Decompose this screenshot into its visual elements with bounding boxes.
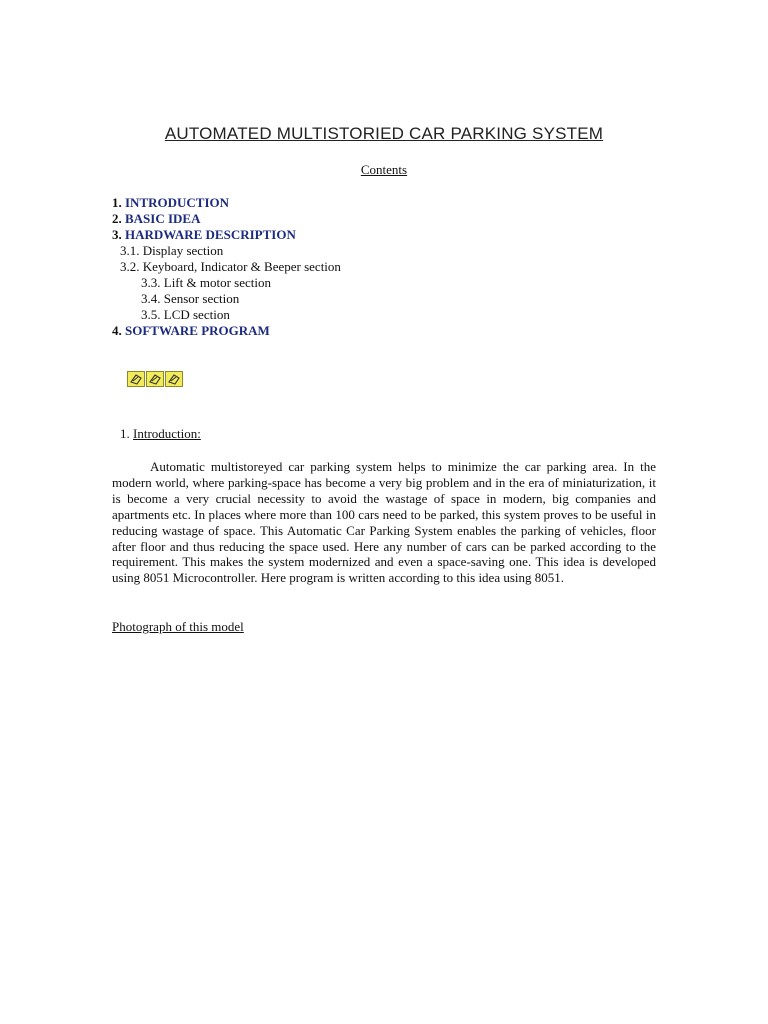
toc-label: HARDWARE DESCRIPTION	[125, 227, 296, 242]
toc-number: 3.	[112, 227, 125, 242]
toc-subitem-keyboard-section: 3.2. Keyboard, Indicator & Beeper section	[120, 259, 341, 274]
contents-heading: Contents	[360, 162, 408, 177]
diamond-pen-icon	[127, 371, 145, 387]
toc-subitem-sensor-section: 3.4. Sensor section	[141, 291, 240, 306]
toc-subitem-lcd-section: 3.5. LCD section	[141, 307, 230, 322]
toc-subitem-lift-motor-section: 3.3. Lift & motor section	[141, 275, 271, 290]
toc-subitem-display-section: 3.1. Display section	[120, 243, 224, 258]
toc-number: 2.	[112, 211, 125, 226]
photo-caption: Photograph of this model	[112, 619, 244, 634]
toc-label: SOFTWARE PROGRAM	[125, 323, 270, 338]
introduction-paragraph: Automatic multistoreyed car parking system helps to minimize the car parking area. In the modern world, where parking-space has become a very big problem and in the era of miniaturization, it is become a very crucial necessity to avoid the wastage of space in modern, big companies and apartments etc. In places where more than 100 cars need to be parked, this system proves to be useful in reducing wastage of space. This Automatic Car Parking System enables the parking of vehicles, floor after floor and thus reducing the space used. Here any number of cars can be parked according to the requirement. This makes the system modernized and even a space-saving one. This idea is developed using 8051 Microcontroller. Here program is written according to this idea using 8051.	[112, 459, 656, 586]
section-divider-ornament	[127, 371, 185, 387]
toc-label: BASIC IDEA	[125, 211, 201, 226]
toc-item-software-program	[112, 323, 672, 339]
table-of-contents	[112, 195, 672, 339]
document-title: AUTOMATED MULTISTORIED CAR PARKING SYSTEM	[164, 124, 604, 143]
toc-item-hardware-description	[112, 227, 672, 243]
section-number: 1.	[120, 426, 133, 441]
section-title: Introduction:	[133, 426, 201, 441]
toc-number: 1.	[112, 195, 125, 210]
toc-item-basic-idea	[112, 211, 672, 227]
diamond-pen-icon	[165, 371, 183, 387]
section-heading-introduction	[120, 426, 201, 442]
toc-label: INTRODUCTION	[125, 195, 230, 210]
diamond-pen-icon	[146, 371, 164, 387]
toc-number: 4.	[112, 323, 125, 338]
toc-item-introduction	[112, 195, 672, 211]
